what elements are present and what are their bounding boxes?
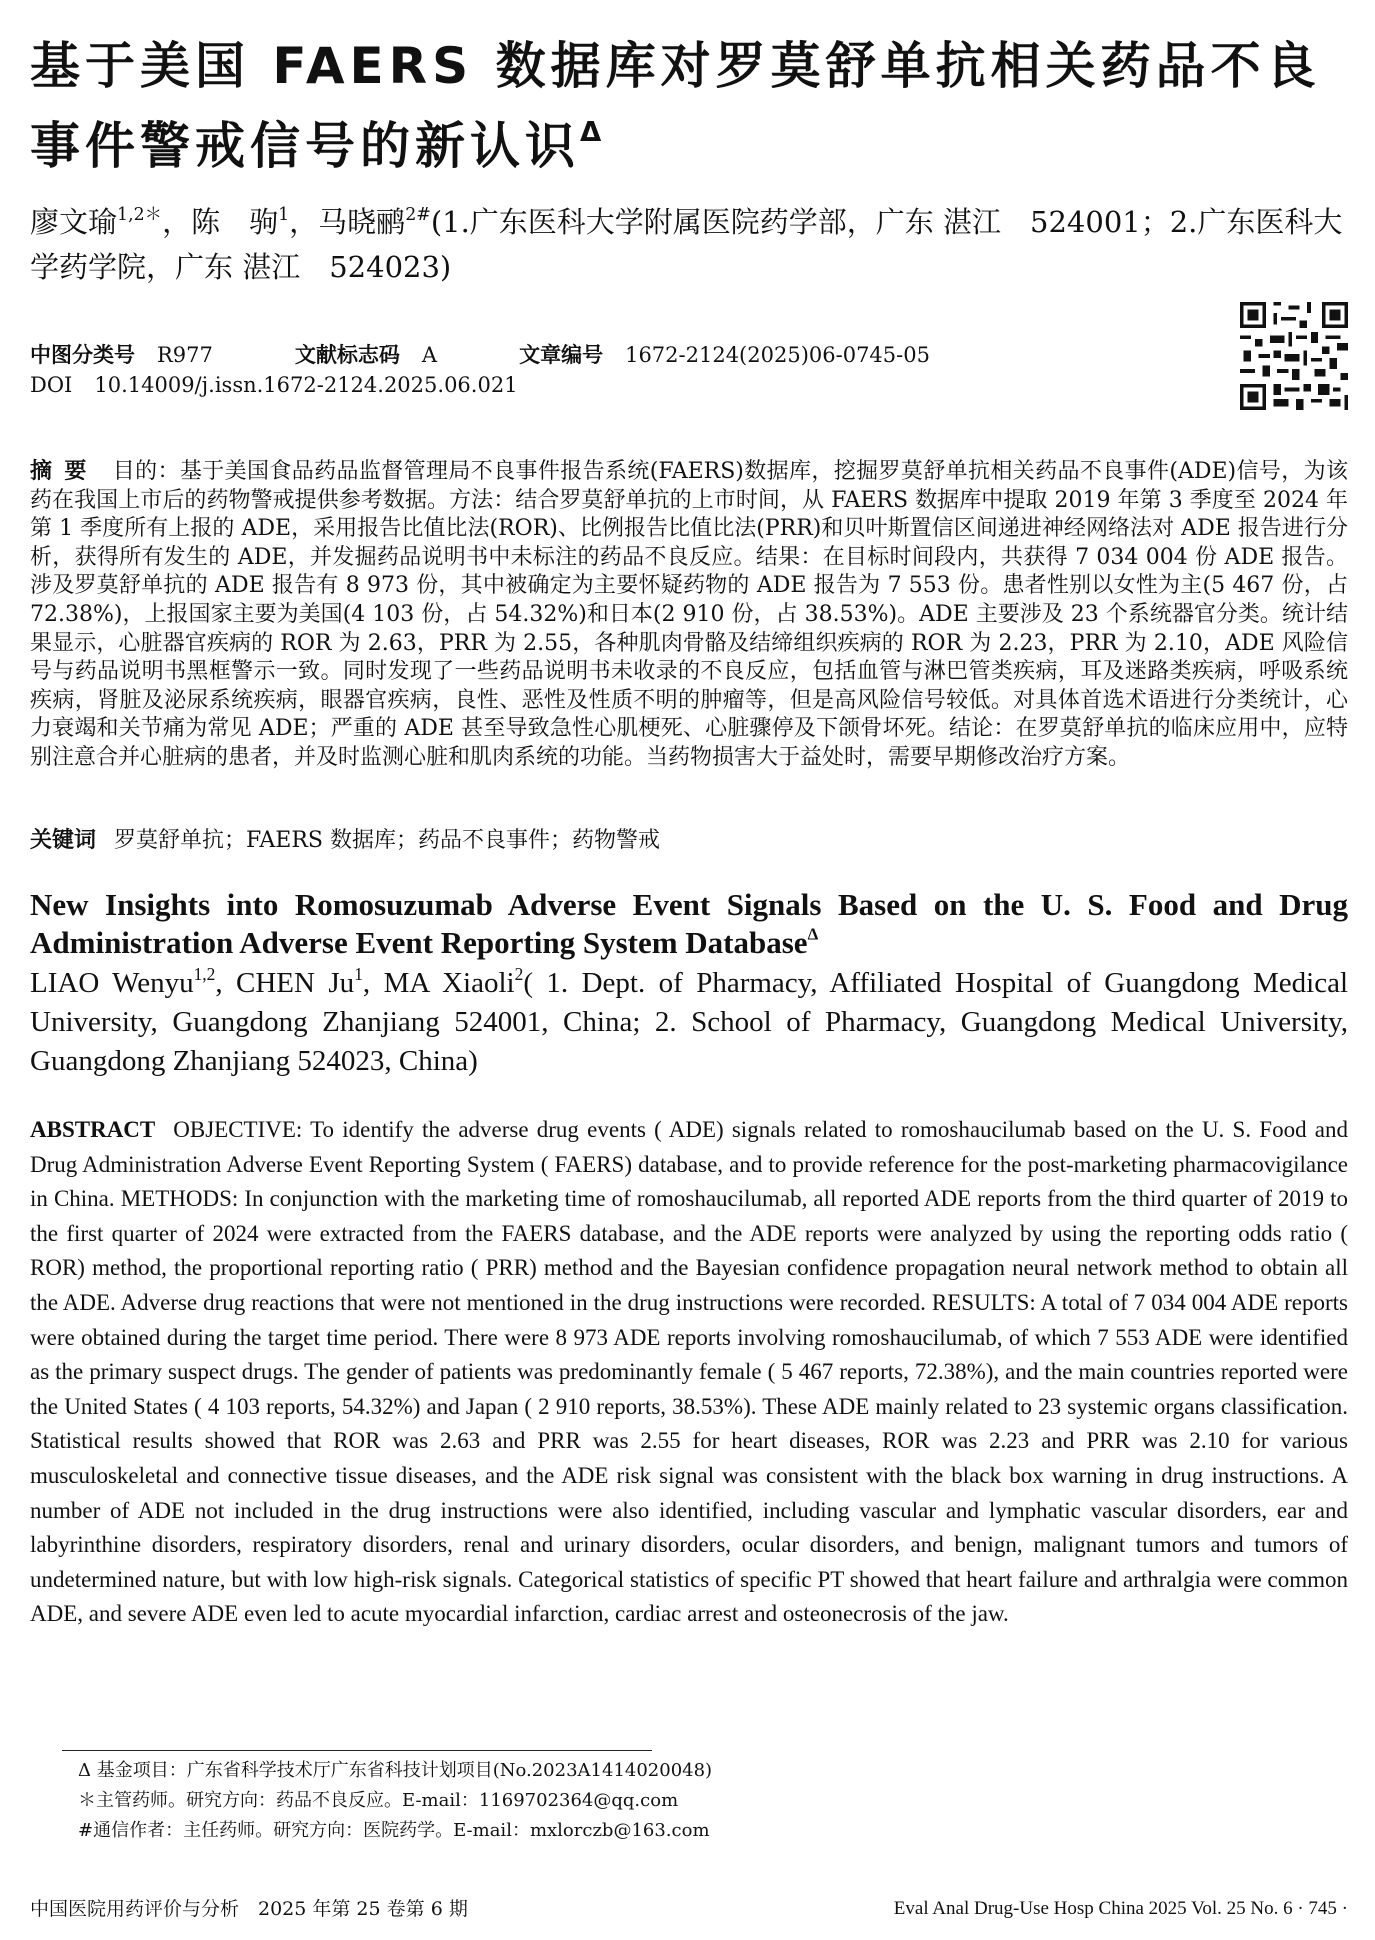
footnotes [78,1756,1278,1846]
chinese-abstract-text: 目的：基于美国食品药品监督管理局不良事件报告系统(FAERS)数据库，挖掘罗莫舒单抗相关药品不良事件(ADE)信号，为该药在我国上市后的药物警戒提供参考数据。方法：结合罗莫舒单抗的上市时间，从 FAERS 数据库中提取 2019 年第 3 季度至 2024 年第 1 季度所有上报的 ADE，采用报告比值比法(ROR)、比例报告比值比法(PRR)和贝叶斯置信区间递进神经网络法对 ADE 报告进行分析，获得所有发生的 ADE，并发掘药品说明书中未标注的药品不良反应。结果：在目标时间段内，共获得 7 034 004 份 ADE 报告。涉及罗莫舒单抗的 ADE 报告有 8 973 份，其中被确定为主要怀疑药物的 ADE 报告为 7 553 份。患者性别以女性为主(5 467 份，占 72.38%)，上报国家主要为美国(4 103 份，占 54.32%)和日本(2 910 份，占 38.53%)。ADE 主要涉及 23 个系统器官分类。统计结果显示，心脏器官疾病的 ROR 为 2.63，PRR 为 2.55，各种肌肉骨骼及结缔组织疾病的 ROR 为 2.23，PRR 为 2.10，ADE 风险信号与药品说明书黑框警示一致。同时发现了一些药品说明书未收录的不良反应，包括血管与淋巴管类疾病，耳及迷路类疾病，呼吸系统疾病，肾脏及泌尿系统疾病，眼器官疾病，良性、恶性及性质不明的肿瘤等，但是高风险信号较低。对具体首选术语进行分类统计，心力衰竭和关节痛为常见 ADE；严重的 ADE 甚至导致急性心肌梗死、心脏骤停及下颌骨坏死。结论：在罗莫舒单抗的临床应用中，应特别注意合并心脏病的患者，并及时监测心脏和肌肉系统的功能。当药物损害大于益处时，需要早期修改治疗方案。 [30,459,1348,770]
footnote-funding: Δ 基金项目：广东省科学技术厅广东省科技计划项目(No.2023A1414020048) [78,1760,713,1781]
chinese-affiliations: (1.广东医科大学附属医院药学部，广东 湛江 524001；2.广东医科大学药学院，广东 湛江 524023) [30,205,1343,284]
english-title [30,886,1348,962]
en-author-3-sup: 2 [514,963,524,984]
chinese-title [30,26,1350,186]
author-3-name: ，马晓鹂 [289,205,406,239]
en-author-1-sup: 1,2 [193,963,216,984]
chinese-abstract [30,458,1348,773]
english-title-footnote-mark: Δ [807,924,819,944]
footnote-corresponding-author: #通信作者：主任药师。研究方向：医院药学。E-mail：mxlorczb@163.com [78,1820,710,1841]
article-metadata [30,340,1210,400]
footnote-first-author: ＊主管药师。研究方向：药品不良反应。E-mail：1169702364@qq.com [78,1790,679,1811]
en-author-1-name: LIAO Wenyu [30,967,194,999]
footer-journal-zh: 中国医院用药评价与分析 2025 年第 25 卷第 6 期 [30,1898,468,1920]
english-abstract-label: ABSTRACT [30,1117,156,1142]
chinese-authors [30,200,1348,290]
english-authors [30,964,1348,1081]
author-1-name: 廖文瑜 [30,205,118,239]
author-2-sup: 1 [278,204,290,225]
footer-journal-en: Eval Anal Drug-Use Hosp China 2025 Vol. 25 No. 6 · 745 · [893,1898,1348,1919]
en-author-2-name: , CHEN Ju [215,967,355,999]
doi-value: 10.14009/j.issn.1672-2124.2025.06.021 [94,373,518,397]
footnote-divider [62,1750,652,1751]
author-1-sup: 1,2＊ [117,204,163,225]
chinese-keywords [30,826,1348,856]
english-title-text: New Insights into Romosuzumab Adverse Event Signals Based on the U. S. Food and Drug Administration Adverse Event Reporting System Database [30,887,1348,960]
clc-label: 中图分类号 [30,343,135,367]
classification-row [30,340,1210,370]
doc-code-value: A [421,343,438,367]
doi-label: DOI [30,373,73,397]
english-abstract-text: OBJECTIVE: To identify the adverse drug events ( ADE) signals related to romoshaucilumab based on the U. S. Food and Drug Administration Adverse Event Reporting System ( FAERS) database, and to provide reference for the post-marketing pharmacovigilance in China. METHODS: In conjunction with the marketing time of romoshaucilumab, all reported ADE reports from the third quarter of 2019 to the first quarter of 2024 were extracted from the FAERS database, and the ADE reports were analyzed by using the reporting odds ratio ( ROR) method, the proportional reporting ratio ( PRR) method and the Bayesian confidence propagation neural network method to obtain all the ADE. Adverse drug reactions that were not mentioned in the drug instructions were recorded. RESULTS: A total of 7 034 004 ADE reports were obtained during the target time period. There were 8 973 ADE reports involving romoshaucilumab, of which 7 553 ADE were identified as the primary suspect drugs. The gender of patients was predominantly female ( 5 467 reports, 72.38%), and the main countries reported were the United States ( 4 103 reports, 54.32%) and Japan ( 2 910 reports, 38.53%). These ADE mainly related to 23 systemic organs classification. Statistical results showed that ROR was 2.63 and PRR was 2.55 for heart diseases, ROR was 2.23 and PRR was 2.10 for various musculoskeletal and connective tissue diseases, and the ADE risk signal was consistent with the black box warning in drug instructions. A number of ADE not included in the drug instructions were also identified, including vascular and lymphatic vascular disorders, ear and labyrinthine disorders, respiratory disorders, renal and urinary disorders, ocular disorders, and benign, malignant tumors and tumors of undetermined nature, but with low high-risk signals. Categorical statistics of specific PT showed that heart failure and arthralgia were common ADE, and severe ADE even led to acute myocardial infarction, cardiac arrest and osteonecrosis of the jaw. [30,1117,1348,1627]
author-3-sup: 2# [405,204,431,225]
english-abstract [30,1113,1348,1632]
english-affiliations: ( 1. Dept. of Pharmacy, Affiliated Hospital of Guangdong Medical University, Guangdong Zhanjiang 524001, China; 2. School of Pharmacy, Guangdong Medical University, Guangdong Zhanjiang 524023, China) [30,967,1349,1077]
chinese-abstract-label: 摘要 [30,459,99,484]
title-footnote-mark: Δ [580,116,607,148]
en-author-3-name: , MA Xiaoli [362,967,515,999]
qr-code-icon [1240,302,1348,410]
chinese-title-text: 基于美国 FAERS 数据库对罗莫舒单抗相关药品不良事件警戒信号的新认识 [30,37,1321,175]
doi-row [30,370,1210,400]
running-footer [30,1896,1348,1922]
clc-value: R977 [157,343,213,367]
doc-code-label: 文献标志码 [294,343,400,367]
author-2-name: ，陈 驹 [162,205,279,239]
article-number-value: 1672-2124(2025)06-0745-05 [625,343,930,367]
en-author-2-sup: 1 [354,963,363,984]
article-number-label: 文章编号 [519,343,604,367]
chinese-keywords-label: 关键词 [30,828,97,853]
chinese-keywords-text: 罗莫舒单抗；FAERS 数据库；药品不良事件；药物警戒 [114,828,660,853]
